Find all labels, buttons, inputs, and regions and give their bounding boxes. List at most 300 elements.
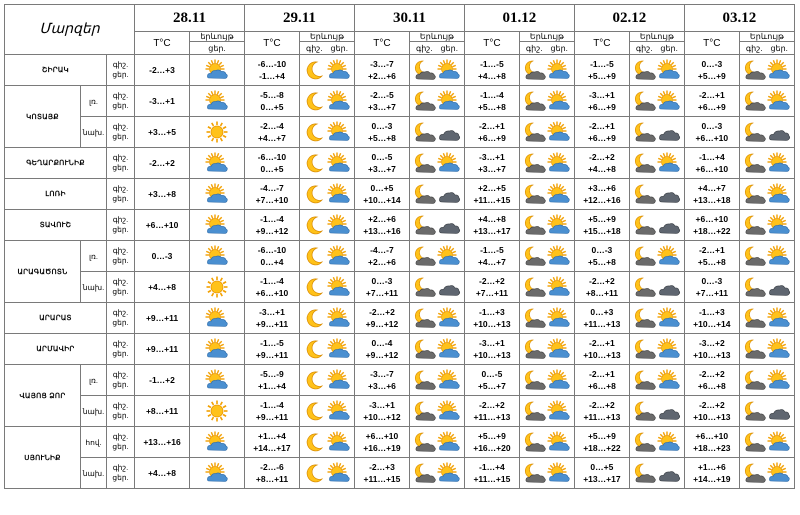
period-labels [107, 303, 135, 334]
night-temp: -1…-5 [480, 59, 504, 69]
sun-icon [205, 278, 229, 295]
day-temp: +10…+14 [693, 319, 731, 329]
temperature-cell [354, 272, 409, 303]
day-temp: +10…+12 [363, 412, 401, 422]
sun-cloud-icon [327, 216, 351, 233]
day-temp: +8…+11 [255, 474, 289, 484]
night-temp: 0…-5 [371, 152, 393, 162]
period-labels [107, 365, 135, 396]
night-temp: -2…+3 [369, 462, 395, 472]
temperature-cell [574, 365, 629, 396]
sun-cloud-icon [205, 247, 229, 264]
temperature-cell [684, 303, 739, 334]
moon-cloud-icon [743, 340, 767, 357]
night-temp: +5…+9 [477, 431, 506, 441]
temperature-cell [135, 427, 190, 458]
night-temp: -2…+2 [589, 400, 615, 410]
weather-icon-cell [739, 396, 794, 427]
day-temp: +6…+8 [697, 381, 726, 391]
day-temp: +9…+11 [255, 319, 289, 329]
temperature-cell [574, 117, 629, 148]
weather-icon-cell [299, 55, 354, 86]
weather-icon-cell [519, 179, 574, 210]
night-temp: -2…-4 [260, 121, 284, 131]
night-temp: +6…+10 [695, 431, 729, 441]
moon-icon [303, 216, 327, 233]
weather-icon-cell [519, 241, 574, 272]
temperature-cell [464, 427, 519, 458]
cloud-icon [767, 123, 791, 140]
day-temp: +6…+10 [145, 220, 179, 230]
moon-icon [303, 247, 327, 264]
day-temp: +8…+11 [585, 288, 618, 298]
weather-icon-cell [739, 458, 794, 489]
temperature-cell [684, 427, 739, 458]
day-temp: +11…+15 [363, 474, 401, 484]
moon-cloud-icon [633, 402, 657, 419]
day-temp: +9…+11 [255, 350, 289, 360]
day-temp: +5…+8 [477, 102, 506, 112]
temperature-cell [574, 427, 629, 458]
day-temp: +8…+11 [145, 406, 179, 416]
region-name: ԱՐԱՐԱՏ [5, 303, 107, 334]
region-name: ՎԱՅՈՑ ՁՈՐ [5, 365, 81, 427]
moon-icon [303, 309, 327, 326]
temperature-cell [464, 241, 519, 272]
day-temp: +7…+11 [365, 288, 399, 298]
weather-icon-cell [629, 241, 684, 272]
day-temp: +11…+15 [473, 195, 511, 205]
temperature-cell [354, 458, 409, 489]
sun-cloud-icon [767, 154, 791, 171]
night-temp: +4…+7 [697, 183, 726, 193]
moon-cloud-icon [743, 278, 767, 295]
weather-icon-cell [519, 334, 574, 365]
day-temp: +5…+8 [697, 257, 726, 267]
period-labels [107, 210, 135, 241]
weather-icon-cell [629, 148, 684, 179]
moon-icon [303, 371, 327, 388]
night-label: գիշ. [745, 43, 763, 53]
night-temp: +5…+9 [587, 431, 616, 441]
period-labels [107, 427, 135, 458]
temperature-cell [135, 396, 190, 427]
weather-icon-cell [629, 55, 684, 86]
temperature-cell [135, 334, 190, 365]
temperature-cell [684, 458, 739, 489]
night-label: գիշ. [112, 370, 129, 379]
sun-cloud-icon [767, 433, 791, 450]
day-label: ցեր. [112, 380, 129, 389]
day-temp: +4…+7 [477, 257, 506, 267]
night-temp: -6…-10 [257, 59, 287, 69]
region-name: ՏԱՎՈՒՇ [5, 210, 107, 241]
date-header: 03.12 [684, 5, 794, 32]
region-name: ԱՐՄԱՎԻՐ [5, 334, 107, 365]
period-header [629, 42, 684, 55]
day-label: ցեր. [330, 43, 348, 53]
temp-header: T°C [244, 32, 299, 55]
night-label: գիշ. [525, 43, 543, 53]
day-temp: +9…+11 [255, 412, 289, 422]
sun-cloud-icon [767, 464, 791, 481]
night-temp: -2…+2 [698, 369, 725, 379]
temperature-cell [574, 396, 629, 427]
weather-icon-cell [519, 55, 574, 86]
temperature-cell [354, 117, 409, 148]
night-temp: 0…-3 [701, 121, 723, 131]
night-temp: 0…-3 [371, 121, 393, 131]
period-header [739, 42, 794, 55]
date-header: 29.11 [244, 5, 354, 32]
day-temp: 0…-3 [151, 251, 173, 261]
night-temp: -2…-6 [260, 462, 284, 472]
day-temp: +6…+9 [697, 102, 726, 112]
day-label: ցեր. [112, 70, 129, 79]
night-temp: -2…+2 [369, 307, 395, 317]
moon-cloud-icon [523, 92, 547, 109]
night-temp: 0…-3 [591, 245, 613, 255]
sun-cloud-icon [657, 309, 681, 326]
day-temp: +6…+10 [255, 288, 289, 298]
sun-cloud-icon [547, 185, 571, 202]
moon-icon [303, 92, 327, 109]
day-temp: +9…+12 [255, 226, 289, 236]
temperature-cell [135, 241, 190, 272]
sun-cloud-icon [547, 247, 571, 264]
weather-icon-cell [409, 396, 464, 427]
weather-icon-cell [519, 365, 574, 396]
region-name: ԿՈՏԱՅՔ [5, 86, 81, 148]
day-temp: +10…+13 [473, 319, 511, 329]
weather-icon-cell [299, 396, 354, 427]
cloud-icon [437, 185, 461, 202]
night-temp: +1…+4 [258, 431, 286, 441]
night-label: գիշ. [112, 215, 129, 224]
weather-icon-cell [190, 427, 245, 458]
moon-cloud-icon [523, 216, 547, 233]
moon-cloud-icon [633, 61, 657, 78]
weather-icon-cell [519, 303, 574, 334]
moon-cloud-icon [523, 247, 547, 264]
temperature-cell [464, 55, 519, 86]
temperature-cell [354, 210, 409, 241]
moon-cloud-icon [413, 123, 437, 140]
weather-header: Երևույթ [739, 32, 794, 42]
forecast-row [5, 210, 795, 241]
sun-cloud-icon [547, 340, 571, 357]
day-label: ցեր. [660, 43, 678, 53]
moon-icon [303, 123, 327, 140]
moon-cloud-icon [413, 402, 437, 419]
weather-icon-cell [190, 396, 245, 427]
sun-cloud-icon [327, 185, 351, 202]
night-temp: -1…-5 [590, 59, 614, 69]
weather-icon-cell [190, 148, 245, 179]
day-temp: +6…+10 [695, 164, 729, 174]
day-temp: +13…+16 [363, 226, 401, 236]
moon-cloud-icon [633, 464, 657, 481]
weather-icon-cell [299, 210, 354, 241]
weather-icon-cell [190, 210, 245, 241]
period-header: ցեր. [190, 42, 245, 55]
night-temp: 0…-3 [701, 276, 723, 286]
weather-icon-cell [629, 179, 684, 210]
temperature-cell [684, 272, 739, 303]
temperature-cell [574, 55, 629, 86]
weather-icon-cell [409, 86, 464, 117]
day-label: ցեր. [112, 411, 129, 420]
day-temp: +3…+5 [148, 127, 176, 137]
day-temp: +18…+22 [583, 443, 621, 453]
day-temp: +4…+7 [258, 133, 286, 143]
date-header: 02.12 [574, 5, 684, 32]
day-label: ցեր. [112, 194, 129, 203]
moon-cloud-icon [413, 61, 437, 78]
period-labels [107, 396, 135, 427]
temperature-cell [354, 179, 409, 210]
night-temp: -2…+1 [698, 90, 725, 100]
day-temp: +13…+17 [473, 226, 511, 236]
day-temp: +7…+10 [255, 195, 289, 205]
night-temp: -2…+2 [698, 400, 725, 410]
night-temp: -2…+2 [479, 400, 505, 410]
night-temp: -5…-8 [260, 90, 284, 100]
period-labels [107, 86, 135, 117]
moon-cloud-icon [413, 92, 437, 109]
moon-cloud-icon [633, 92, 657, 109]
region-name: ՍՅՈՒՆԻՔ [5, 427, 81, 489]
moon-cloud-icon [633, 216, 657, 233]
night-temp: -4…-7 [260, 183, 284, 193]
day-temp: +7…+11 [475, 288, 508, 298]
weather-icon-cell [299, 241, 354, 272]
sun-cloud-icon [547, 154, 571, 171]
sun-cloud-icon [205, 309, 229, 326]
moon-cloud-icon [633, 185, 657, 202]
moon-cloud-icon [523, 61, 547, 78]
cloud-icon [437, 278, 461, 295]
moon-cloud-icon [523, 402, 547, 419]
night-label: գիշ. [112, 401, 129, 410]
day-temp: +4…+8 [587, 164, 616, 174]
weather-icon-cell [629, 117, 684, 148]
temperature-cell [354, 365, 409, 396]
date-header: 28.11 [135, 5, 245, 32]
temperature-cell [574, 241, 629, 272]
moon-cloud-icon [743, 433, 767, 450]
day-temp: +11…+13 [473, 412, 511, 422]
day-temp: +3…+7 [477, 164, 506, 174]
temperature-cell [574, 458, 629, 489]
weather-icon-cell [739, 117, 794, 148]
weather-icon-cell [409, 55, 464, 86]
forecast-row [5, 396, 795, 427]
day-temp: +6…+9 [587, 102, 616, 112]
weather-icon-cell [409, 117, 464, 148]
day-temp: +10…+13 [693, 350, 731, 360]
night-temp: -1…+4 [479, 462, 505, 472]
day-temp: +13…+16 [143, 437, 181, 447]
night-temp: 0…+3 [590, 307, 614, 317]
weather-icon-cell [629, 396, 684, 427]
day-temp: +3…+7 [368, 164, 396, 174]
weather-icon-cell [190, 55, 245, 86]
night-temp: +2…+5 [477, 183, 506, 193]
temperature-cell [464, 179, 519, 210]
day-temp: +18…+23 [693, 443, 731, 453]
day-temp: +5…+9 [587, 71, 616, 81]
night-temp: -5…-9 [260, 369, 284, 379]
weather-icon-cell [739, 148, 794, 179]
sun-cloud-icon [437, 464, 461, 481]
moon-cloud-icon [523, 371, 547, 388]
sun-cloud-icon [327, 433, 351, 450]
sun-cloud-icon [437, 247, 461, 264]
day-temp: +13…+18 [693, 195, 731, 205]
sun-cloud-icon [547, 402, 571, 419]
weather-icon-cell [190, 241, 245, 272]
temperature-cell [135, 272, 190, 303]
weather-icon-cell [299, 303, 354, 334]
moon-cloud-icon [633, 340, 657, 357]
temperature-cell [464, 86, 519, 117]
weather-icon-cell [409, 272, 464, 303]
temperature-cell [464, 303, 519, 334]
cloud-icon [657, 278, 681, 295]
night-temp: -3…-7 [370, 59, 394, 69]
night-temp: -1…-4 [480, 90, 504, 100]
weather-icon-cell [519, 272, 574, 303]
moon-cloud-icon [743, 464, 767, 481]
temperature-cell [464, 148, 519, 179]
weather-icon-cell [190, 303, 245, 334]
day-temp: 0…+5 [260, 164, 284, 174]
period-header [519, 42, 574, 55]
moon-cloud-icon [523, 185, 547, 202]
weather-icon-cell [409, 210, 464, 241]
day-temp: +5…+9 [697, 71, 726, 81]
sun-cloud-icon [327, 309, 351, 326]
sun-cloud-icon [205, 340, 229, 357]
night-temp: -1…-4 [260, 400, 284, 410]
temperature-cell [354, 396, 409, 427]
forecast-row [5, 148, 795, 179]
moon-cloud-icon [523, 340, 547, 357]
moon-cloud-icon [523, 464, 547, 481]
weather-icon-cell [409, 303, 464, 334]
temperature-cell [244, 458, 299, 489]
day-temp: +9…+11 [145, 313, 179, 323]
day-temp: 0…+5 [260, 102, 284, 112]
weather-icon-cell [190, 334, 245, 365]
temperature-cell [684, 210, 739, 241]
temperature-cell [574, 272, 629, 303]
day-temp: +11…+13 [583, 319, 621, 329]
night-temp: -3…+1 [259, 307, 285, 317]
moon-cloud-icon [743, 402, 767, 419]
cloud-icon [437, 216, 461, 233]
weather-icon-cell [299, 117, 354, 148]
sun-cloud-icon [437, 154, 461, 171]
period-labels [107, 179, 135, 210]
weather-icon-cell [409, 458, 464, 489]
night-label: գիշ. [112, 277, 129, 286]
night-temp: -6…-10 [257, 245, 287, 255]
sun-cloud-icon [437, 433, 461, 450]
weather-icon-cell [629, 86, 684, 117]
night-temp: -2…+2 [479, 276, 505, 286]
sun-cloud-icon [205, 154, 229, 171]
weather-icon-cell [629, 427, 684, 458]
temperature-cell [684, 241, 739, 272]
sun-cloud-icon [437, 371, 461, 388]
sun-cloud-icon [205, 61, 229, 78]
day-label: ցեր. [112, 349, 129, 358]
moon-cloud-icon [413, 309, 437, 326]
weather-icon-cell [299, 148, 354, 179]
weather-icon-cell [299, 365, 354, 396]
day-label: ցեր. [112, 287, 129, 296]
night-label: գիշ. [112, 153, 129, 162]
sun-cloud-icon [437, 402, 461, 419]
weather-header: Երևույթ [519, 32, 574, 42]
sun-cloud-icon [767, 371, 791, 388]
temperature-cell [135, 365, 190, 396]
temperature-cell [684, 55, 739, 86]
night-temp: -2…+2 [589, 152, 615, 162]
weather-icon-cell [629, 334, 684, 365]
night-temp: -1…-5 [260, 338, 284, 348]
night-temp: -2…+1 [698, 245, 725, 255]
moon-cloud-icon [413, 247, 437, 264]
night-temp: -2…+1 [589, 121, 615, 131]
moon-cloud-icon [413, 433, 437, 450]
night-temp: -1…+3 [698, 307, 725, 317]
weather-icon-cell [409, 179, 464, 210]
date-header: 01.12 [464, 5, 574, 32]
sun-cloud-icon [327, 154, 351, 171]
day-temp: 0…+4 [260, 257, 284, 267]
moon-cloud-icon [743, 247, 767, 264]
sun-cloud-icon [547, 309, 571, 326]
temperature-cell [244, 241, 299, 272]
day-temp: +6…+9 [477, 133, 506, 143]
sun-cloud-icon [437, 340, 461, 357]
night-label: գիշ. [415, 43, 433, 53]
period-labels [107, 241, 135, 272]
weather-icon-cell [190, 179, 245, 210]
sun-cloud-icon [657, 61, 681, 78]
temperature-cell [464, 334, 519, 365]
day-temp: +10…+13 [583, 350, 621, 360]
night-temp: -2…-5 [370, 90, 394, 100]
sun-cloud-icon [327, 402, 351, 419]
subregion-name: նախ. [81, 272, 107, 303]
sun-cloud-icon [547, 433, 571, 450]
night-temp: 0…-3 [371, 276, 393, 286]
day-label: ցեր. [112, 163, 129, 172]
temperature-cell [574, 148, 629, 179]
subregion-name: լռ. [81, 365, 107, 396]
sun-cloud-icon [657, 154, 681, 171]
weather-icon-cell [739, 427, 794, 458]
weather-icon-cell [299, 427, 354, 458]
day-temp: +6…+10 [695, 133, 729, 143]
forecast-row [5, 303, 795, 334]
night-label: գիշ. [112, 246, 129, 255]
weather-icon-cell [519, 117, 574, 148]
